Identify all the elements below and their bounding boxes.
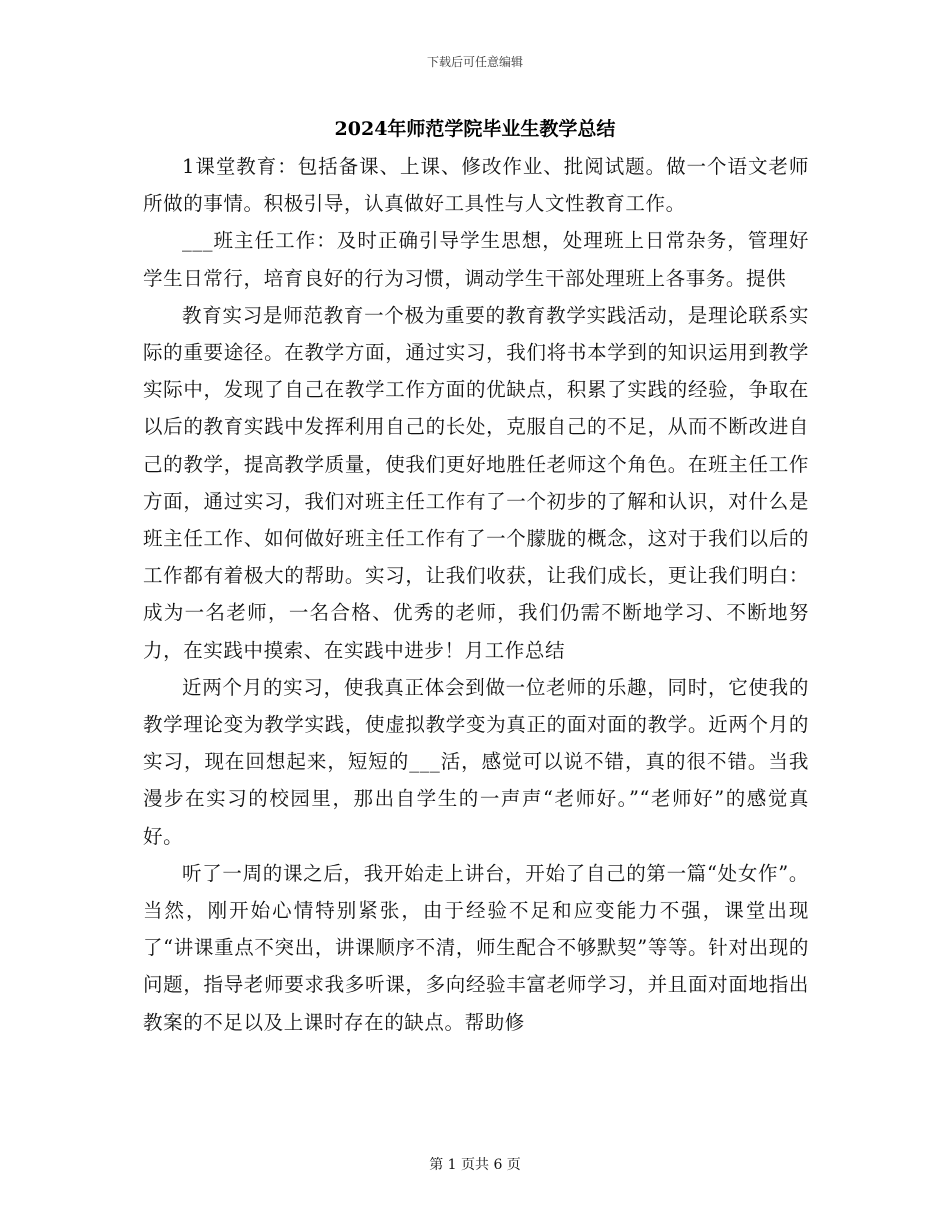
header-note: 下载后可任意编辑 xyxy=(426,55,523,69)
page-number-footer: 第 1 页共 6 页 xyxy=(429,1157,521,1173)
document-body xyxy=(143,148,809,1041)
paragraph-5: 听了一周的课之后，我开始走上讲台，开始了自己的第一篇“处女作”。当然，刚开始心情特别紧张，由于经验不足和应变能力不强，课堂出现了“讲课重点不突出，讲课顺序不清，师生配合不够默契”等等。针对出现的问题，指导老师要求我多听课，多向经验丰富老师学习，并且面对面地指出教案的不足以及上课时存在的缺点。帮助修 xyxy=(143,861,809,1034)
paragraph-4: 近两个月的实习，使我真正体会到做一位老师的乐趣，同时，它使我的教学理论变为教学实践，使虚拟教学变为真正的面对面的教学。近两个月的实习，现在回想起来，短短的___活，感觉可以说不错，真的很不错。当我漫步在实习的校园里，那出自学生的一声声“老师好。”“老师好”的感觉真好。 xyxy=(143,675,809,848)
document-title: 2024年师范学院毕业生教学总结 xyxy=(334,118,616,140)
paragraph-3: 教育实习是师范教育一个极为重要的教育教学实践活动，是理论联系实际的重要途径。在教学方面，通过实习，我们将书本学到的知识运用到教学实际中，发现了自己在教学工作方面的优缺点，积累了实践的经验，争取在以后的教育实践中发挥利用自己的长处，克服自己的不足，从而不断改进自己的教学，提高教学质量，使我们更好地胜任老师这个角色。在班主任工作方面，通过实习，我们对班主任工作有了一个初步的了解和认识，对什么是班主任工作、如何做好班主任工作有了一个朦胧的概念，这对于我们以后的工作都有着极大的帮助。实习，让我们收获，让我们成长，更让我们明白：成为一名老师，一名合格、优秀的老师，我们仍需不断地学习、不断地努力，在实践中摸索、在实践中进步！月工作总结 xyxy=(143,303,809,662)
paragraph-1: 1课堂教育：包括备课、上课、修改作业、批阅试题。做一个语文老师所做的事情。积极引导，认真做好工具性与人文性教育工作。 xyxy=(143,155,809,216)
paragraph-2: ___班主任工作：及时正确引导学生思想，处理班上日常杂务，管理好学生日常行，培育良好的行为习惯，调动学生干部处理班上各事务。提供 xyxy=(143,229,809,290)
